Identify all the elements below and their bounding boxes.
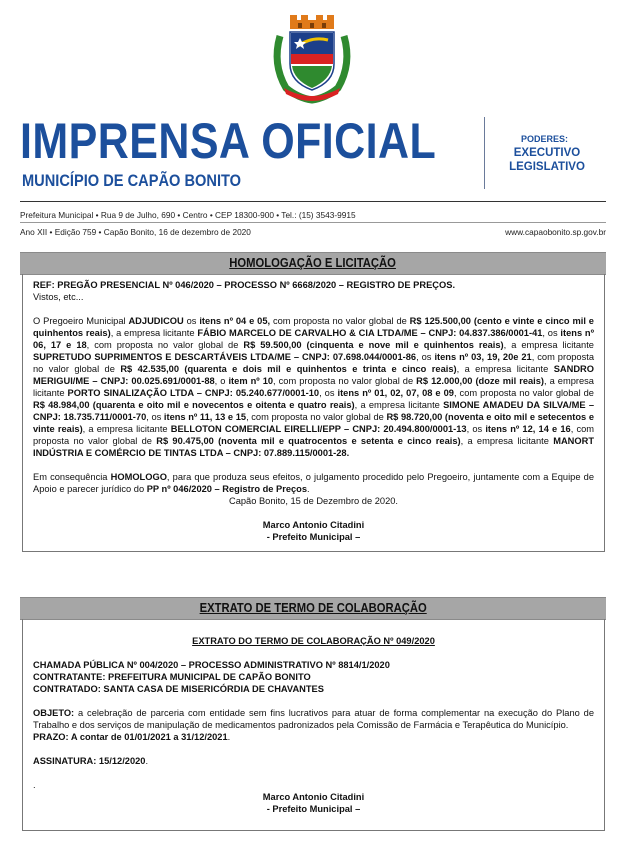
text-run: , os [146,412,164,422]
bold-text-run: item nº 10 [228,376,274,386]
bold-text-run: R$ 59.500,00 (cinquenta e nove mil e quinhentos reais) [243,340,504,350]
bold-text-run: SANDRO MERIGUI/ME – CNPJ: 00.025.691/0001-88 [33,364,595,386]
bold-text-run: itens nº 11, 13 e 15 [163,412,247,422]
text-run: , os [319,388,338,398]
bold-text-run: BELLOTON COMERCIAL EIRELLI/EPP – CNPJ: 20.494.800/0001-13 [170,424,467,434]
objeto-label: OBJETO: [33,708,75,718]
text-run: , a empresa licitante [456,364,554,374]
text-run: Em consequência [33,472,111,482]
power-legislativo: LEGISLATIVO [509,161,585,173]
text-run: , com proposta no valor global de [33,424,595,446]
bold-text-run: PP nº 046/2020 – Registro de Preços [146,484,308,494]
text-run: , para que produza seus efeitos, o julgamento procedido pelo Pregoeiro, juntamente com a Equipe de Apoio e parecer jurídico do [33,472,594,494]
bold-text-run: SIMONE AMADEU DA SILVA/ME – CNPJ: 18.735.711/0001-70 [33,400,594,422]
date-line: Capão Bonito, 15 de Dezembro de 2020. [228,496,398,506]
bold-text-run: SUPRETUDO SUPRIMENTOS E DESCARTÁVEIS LTDA/ME – CNPJ: 07.698.044/0001-86 [33,352,417,362]
signer-role: - Prefeito Municipal – [266,532,361,542]
divider [20,201,606,202]
signer-role: - Prefeito Municipal – [266,804,361,814]
extrato-article [22,619,605,831]
signer-name: Marco Antonio Citadini [262,520,365,530]
prazo-text: PRAZO: A contar de 01/01/2021 a 31/12/2021 [33,732,228,742]
text-run: , a empresa licitante [354,400,444,410]
text-run: os [183,316,200,326]
bold-text-run: itens nº 04 e 05, [199,316,271,326]
power-executivo: EXECUTIVO [513,147,581,159]
prazo-line [33,731,594,743]
section-title: EXTRATO DE TERMO DE COLABORAÇÃO [199,601,427,615]
contratante-line: CONTRATANTE: PREFEITURA MUNICIPAL DE CAPÃO BONITO [33,672,311,682]
bold-text-run: PORTO SINALIZAÇÃO LTDA – CNPJ: 05.240.677/0001-10 [67,388,320,398]
bold-text-run: R$ 48.984,00 (quarenta e oito mil e novecentos e oitenta e quatro reais) [33,400,355,410]
address-line: Prefeitura Municipal • Rua 9 de Julho, 690 • Centro • CEP 18300-900 • Tel.: (15) 3543-9915 [20,210,356,220]
assinatura-line [33,755,594,767]
masthead-divider [484,117,485,189]
bold-text-run: R$ 98.720,00 (noventa e oito mil e setecentos e vinte reais) [33,412,594,434]
bold-text-run: ADJUDICOU [128,316,184,326]
bold-text-run: itens nº 03, 19, 20e 21 [434,352,532,362]
text-run: O Pregoeiro Municipal [33,316,129,326]
bold-text-run: itens nº 12, 14 e 16 [485,424,571,434]
bold-text-run: R$ 125.500,00 (cento e vinte e cinco mil e quinhentos reais) [33,316,594,338]
text-run: , com proposta no valor global de [273,376,417,386]
assinatura-text: ASSINATURA: 15/12/2020 [33,756,146,766]
vistos-line: Vistos, etc... [33,292,84,302]
edition-info: Ano XII • Edição 759 • Capão Bonito, 16 de dezembro de 2020 [20,227,251,237]
text-run: , a empresa licitante [460,436,554,446]
text-run: , com proposta no valor global de [86,340,244,350]
signer-name: Marco Antonio Citadini [262,792,365,802]
bold-text-run: R$ 90.475,00 (noventa mil e quatrocentos e setenta e cinco reais) [156,436,461,446]
bold-text-run: R$ 12.000,00 (doze mil reais) [416,376,545,386]
text-run: , com proposta no valor global de [453,388,594,398]
text-run: , com proposta no valor global de [246,412,387,422]
text-run: , a empresa licitante [503,340,594,350]
section-title: HOMOLOGAÇÃO E LICITAÇÃO [229,256,397,270]
section-header-homologacao [20,252,606,275]
adjudication-paragraph [33,315,594,459]
bold-text-run: itens nº 01, 02, 07, 08 e 09 [337,388,454,398]
bold-text-run: itens nº 06, 17 e 18 [33,328,594,350]
text-run: , os [466,424,486,434]
text-run: , o [214,376,229,386]
chamada-line: CHAMADA PÚBLICA Nº 004/2020 – PROCESSO ADMINISTRATIVO Nº 8814/1/2020 [33,660,390,670]
homologation-paragraph [33,471,594,495]
municipal-crest [268,14,356,104]
municipality-subtitle: MUNICÍPIO DE CAPÃO BONITO [22,171,242,190]
divider [20,222,606,223]
text-run: , os [542,328,561,338]
objeto-text: a celebração de parceria com entidade sem fins lucrativos para atuar de forma complementar na execução do Plano de Trabalho e dos serviços de manipulação de medicamentos padronizados pela Comissão de Farmácia e Terapêutica do Município. [33,708,594,730]
assinatura-end: . [145,756,149,766]
text-run: com proposta no valor global de [270,316,410,326]
contratado-line: CONTRATADO: SANTA CASA DE MISERICÓRDIA DE CHAVANTES [33,684,324,694]
text-run: , a empresa licitante [33,376,594,398]
powers-label: PODERES: [521,134,569,144]
bold-text-run: R$ 42.535,00 (quarenta e dois mil e quinhentos e trinta e cinco reais) [120,364,457,374]
prazo-end: . [227,732,231,742]
section-header-extrato [20,597,606,620]
homologacao-article [22,274,605,552]
text-run: , com proposta no valor global de [33,352,594,374]
extract-title: EXTRATO DO TERMO DE COLABORAÇÃO Nº 049/2020 [192,636,435,646]
reference-line: REF: PREGÃO PRESENCIAL Nº 046/2020 – PROCESSO Nº 6668/2020 – REGISTRO DE PREÇOS. [33,280,456,290]
bold-text-run: MANORT INDÚSTRIA E COMÉRCIO DE TINTAS LTDA – CNPJ: 07.889.115/0001-28. [33,436,594,458]
text-run: , a empresa licitante [110,328,198,338]
bold-text-run: HOMOLOGO [110,472,167,482]
text-run: , a empresa licitante [82,424,171,434]
dot-line: . [33,780,36,790]
newspaper-title: IMPRENSA OFICIAL [20,113,437,169]
objeto-paragraph [33,707,594,731]
bold-text-run: FÁBIO MARCELO DE CARVALHO & CIA LTDA/ME – CNPJ: 04.837.386/0001-41 [197,328,543,338]
website-link[interactable]: www.capaobonito.sp.gov.br [505,227,606,237]
text-run: . [307,484,310,494]
text-run: , os [416,352,435,362]
crest-emblem-icon [268,14,356,104]
